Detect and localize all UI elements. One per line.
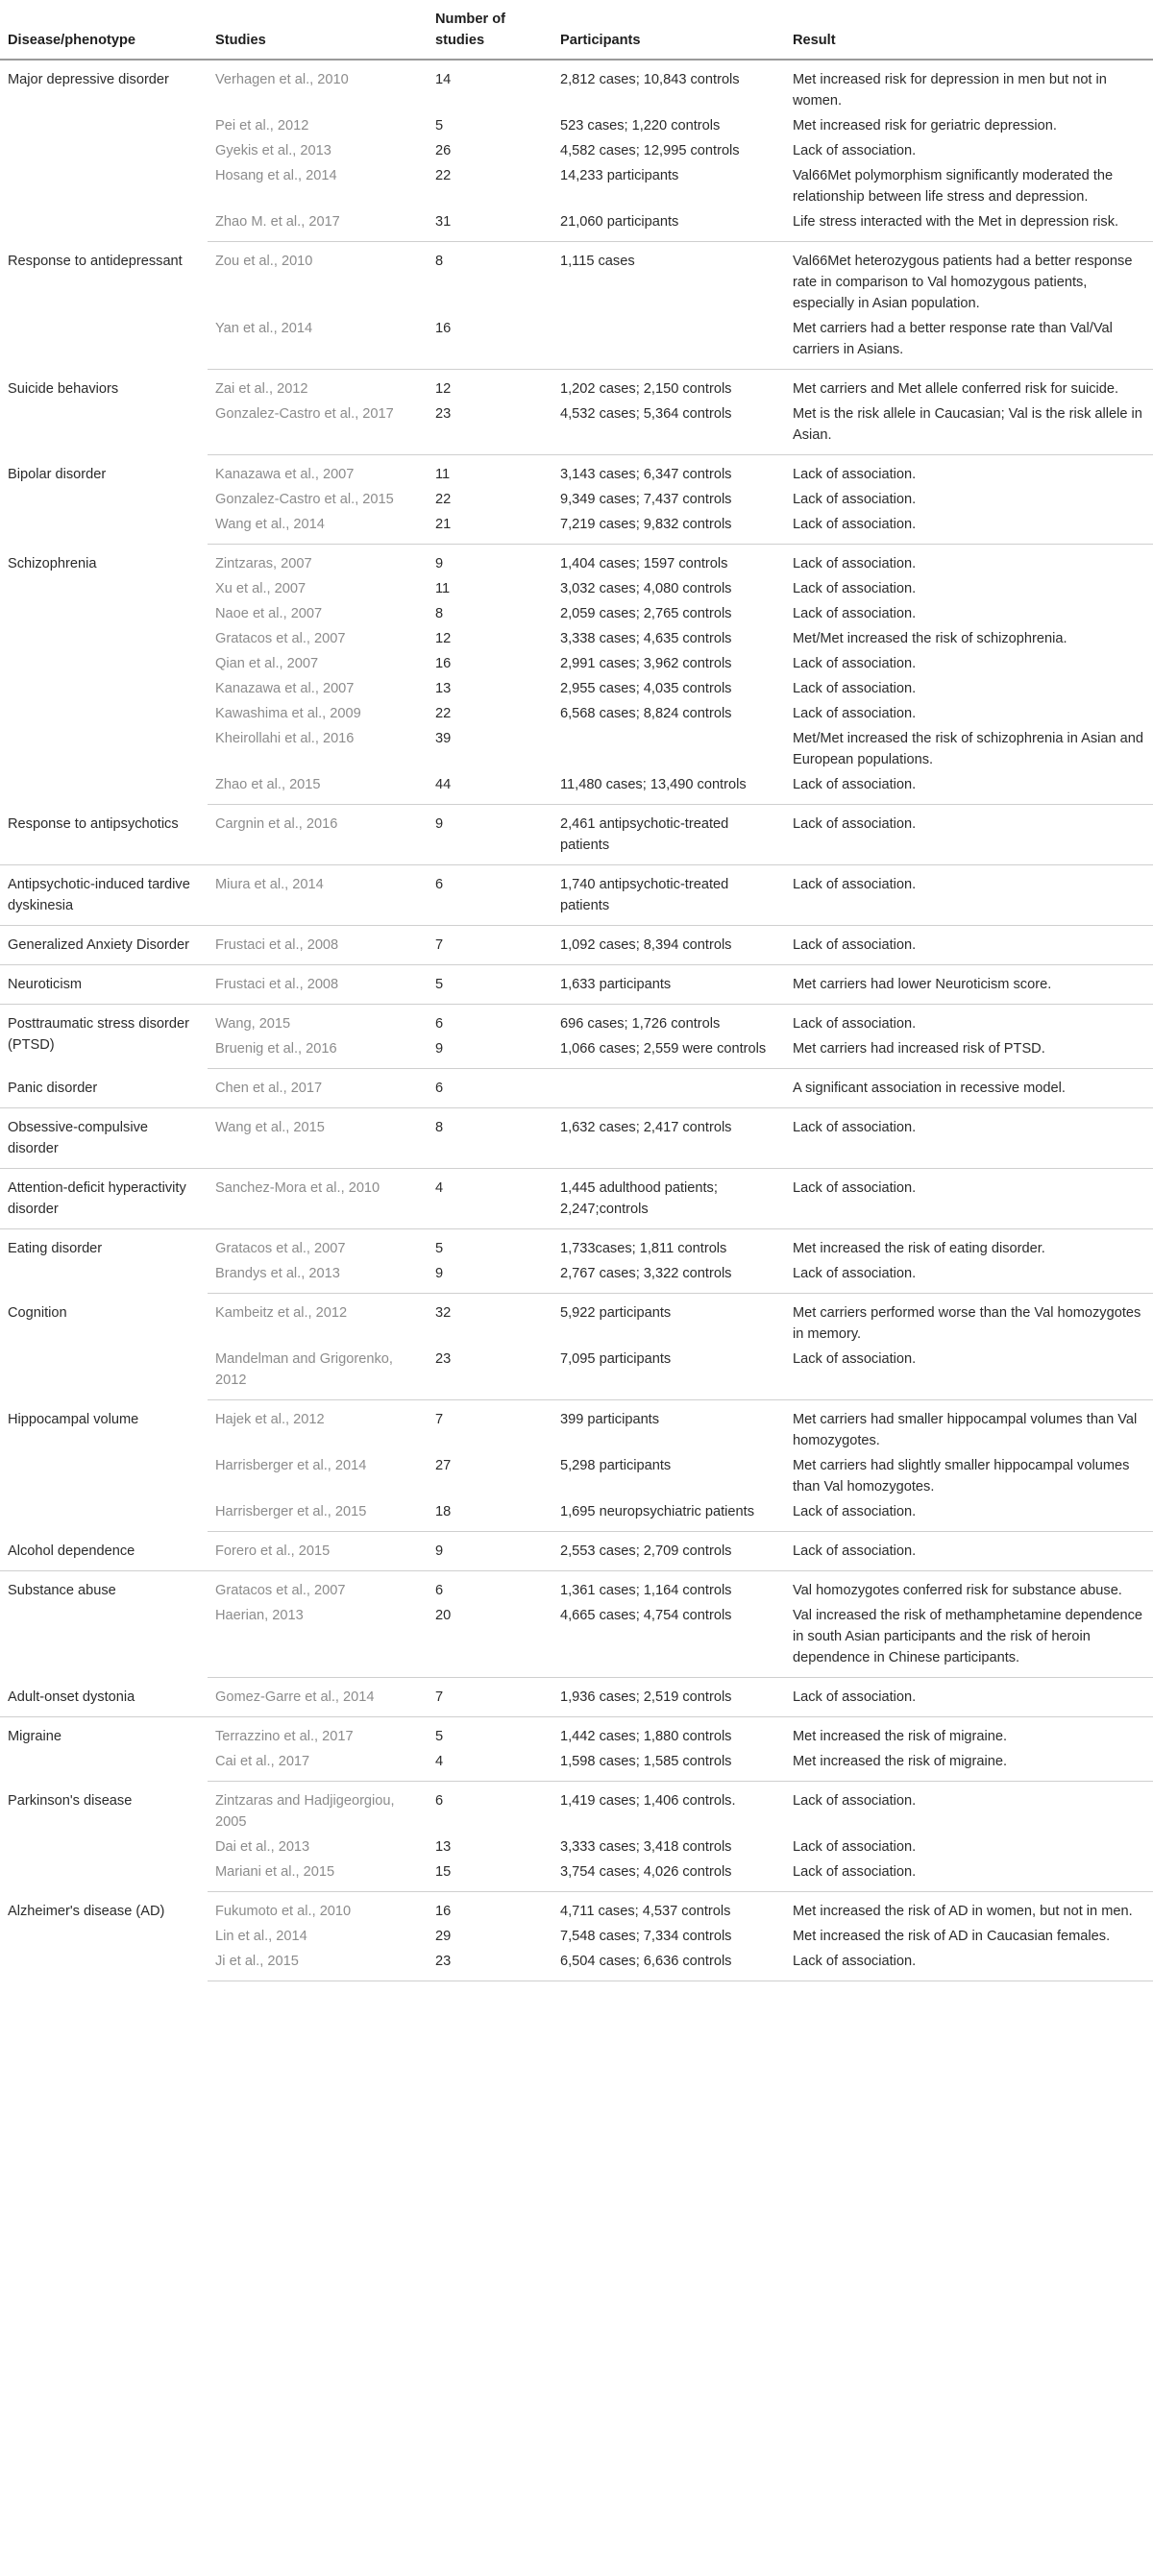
result-cell: Lack of association. — [793, 467, 917, 482]
study-cell: Kambeitz et al., 2012 — [215, 1305, 348, 1321]
result-cell: Met carriers and Met allele conferred risk for suicide. — [793, 381, 1119, 397]
disease-cell: Antipsychotic-induced tardive dyskinesia — [0, 865, 208, 926]
result-cell: Lack of association. — [785, 926, 1153, 965]
table-row — [0, 965, 1153, 1005]
study-cell: Qian et al., 2007 — [215, 656, 319, 671]
number-of-studies-cell: 9 — [428, 1532, 552, 1571]
table-row — [0, 1005, 1153, 1037]
disease-cell: Substance abuse — [8, 1583, 116, 1598]
number-of-studies-cell: 23 — [428, 401, 552, 455]
number-of-studies-cell: 9 — [428, 805, 552, 865]
participants-cell: 5,298 participants — [560, 1458, 672, 1473]
study-cell: Wang, 2015 — [215, 1016, 291, 1032]
study-cell: Wang et al., 2014 — [208, 512, 428, 545]
participants-cell: 1,633 participants — [552, 965, 785, 1005]
disease-cell: Panic disorder — [0, 1069, 208, 1108]
participants-cell: 4,665 cases; 4,754 controls — [552, 1603, 785, 1678]
result-cell: Lack of association. — [793, 1793, 917, 1809]
result-cell: Lack of association. — [793, 581, 917, 596]
number-of-studies-cell: 4 — [428, 1169, 552, 1229]
result-cell: Lack of association. — [785, 1261, 1153, 1294]
result-cell: Val66Met heterozygous patients had a better response rate in comparison to Val homozygous patients, especially in Asian population. — [793, 254, 1133, 311]
number-of-studies-cell: 29 — [435, 1929, 452, 1944]
number-of-studies-cell: 22 — [435, 492, 452, 507]
disease-cell: Attention-deficit hyperactivity disorder — [0, 1169, 208, 1229]
number-of-studies-cell: 8 — [428, 1108, 552, 1169]
study-cell: Brandys et al., 2013 — [208, 1261, 428, 1294]
table-row — [0, 60, 1153, 113]
result-cell: Lack of association. — [793, 1016, 917, 1032]
table-header — [0, 0, 1153, 60]
participants-cell: 1,066 cases; 2,559 were controls — [552, 1036, 785, 1069]
participants-cell: 696 cases; 1,726 controls — [560, 1016, 721, 1032]
study-cell: Gomez-Garre et al., 2014 — [208, 1678, 428, 1717]
participants-cell: 7,219 cases; 9,832 controls — [552, 512, 785, 545]
number-of-studies-cell: 16 — [428, 316, 552, 370]
table-row — [0, 1069, 1153, 1108]
result-cell: Met carriers had a better response rate than Val/Val carriers in Asians. — [785, 316, 1153, 370]
number-of-studies-cell: 16 — [435, 1904, 452, 1919]
number-of-studies-cell: 12 — [435, 381, 452, 397]
study-cell: Gratacos et al., 2007 — [215, 631, 346, 646]
table-row — [0, 1717, 1153, 1750]
participants-cell: 1,632 cases; 2,417 controls — [552, 1108, 785, 1169]
number-of-studies-cell: 11 — [435, 581, 451, 596]
disease-cell: Cognition — [8, 1304, 67, 1321]
participants-cell: 1,202 cases; 2,150 controls — [560, 381, 732, 397]
table-row — [0, 1169, 1153, 1229]
disease-cell: Response to antidepressant — [8, 253, 183, 269]
result-cell: Met increased the risk of eating disorder. — [793, 1241, 1045, 1256]
study-cell: Hosang et al., 2014 — [215, 168, 337, 183]
result-cell: Met carriers had lower Neuroticism score. — [785, 965, 1153, 1005]
participants-cell: 7,095 participants — [552, 1347, 785, 1400]
participants-cell: 2,991 cases; 3,962 controls — [560, 656, 732, 671]
number-of-studies-cell: 5 — [435, 118, 444, 134]
result-cell: Lack of association. — [793, 606, 917, 621]
result-cell: Lack of association. — [793, 706, 917, 721]
result-cell: Lack of association. — [785, 1108, 1153, 1169]
table-row — [0, 1532, 1153, 1571]
disease-cell: Bipolar disorder — [8, 466, 107, 482]
participants-cell — [552, 1069, 785, 1108]
number-of-studies-cell: 5 — [435, 1241, 444, 1256]
number-of-studies-cell: 12 — [435, 631, 452, 646]
result-cell: Lack of association. — [785, 865, 1153, 926]
participants-cell: 2,767 cases; 3,322 controls — [552, 1261, 785, 1294]
study-cell: Zintzaras, 2007 — [215, 556, 312, 571]
result-cell: Met carriers performed worse than the Val homozygotes in memory. — [793, 1305, 1141, 1342]
table-row — [0, 1571, 1153, 1604]
number-of-studies-cell: 9 — [435, 556, 444, 571]
number-of-studies-cell: 31 — [428, 209, 552, 242]
study-cell: Miura et al., 2014 — [208, 865, 428, 926]
participants-cell: 9,349 cases; 7,437 controls — [560, 492, 732, 507]
study-cell: Mandelman and Grigorenko, 2012 — [208, 1347, 428, 1400]
study-cell: Sanchez-Mora et al., 2010 — [208, 1169, 428, 1229]
number-of-studies-cell: 14 — [435, 72, 452, 87]
study-cell: Naoe et al., 2007 — [215, 606, 323, 621]
table-row — [0, 455, 1153, 488]
result-cell: Val increased the risk of methamphetamine dependence in south Asian participants and the risk of heroin dependence in Chinese participants. — [785, 1603, 1153, 1678]
number-of-studies-cell: 21 — [428, 512, 552, 545]
result-cell: Met increased the risk of migraine. — [785, 1749, 1153, 1782]
participants-cell: 1,092 cases; 8,394 controls — [552, 926, 785, 965]
participants-cell: 1,936 cases; 2,519 controls — [552, 1678, 785, 1717]
table-row — [0, 805, 1153, 865]
participants-cell: 1,733cases; 1,811 controls — [560, 1241, 727, 1256]
disease-cell: Suicide behaviors — [8, 380, 119, 397]
participants-cell: 1,445 adulthood patients; 2,247;controls — [552, 1169, 785, 1229]
study-cell: Harrisberger et al., 2014 — [215, 1458, 367, 1473]
result-cell: Lack of association. — [785, 1499, 1153, 1532]
table-row — [0, 545, 1153, 577]
disease-cell: Response to antipsychotics — [0, 805, 208, 865]
result-cell: Lack of association. — [793, 556, 917, 571]
header-number-of-studies: Number of studies — [428, 0, 552, 60]
study-cell: Dai et al., 2013 — [215, 1839, 310, 1855]
number-of-studies-cell: 8 — [435, 254, 444, 269]
result-cell: Lack of association. — [785, 1859, 1153, 1892]
disease-cell: Adult-onset dystonia — [0, 1678, 208, 1717]
number-of-studies-cell: 13 — [435, 1839, 452, 1855]
study-cell: Pei et al., 2012 — [215, 118, 309, 134]
header-disease: Disease/phenotype — [0, 0, 208, 60]
study-cell: Zai et al., 2012 — [215, 381, 308, 397]
study-cell: Zou et al., 2010 — [215, 254, 313, 269]
study-cell: Bruenig et al., 2016 — [208, 1036, 428, 1069]
study-cell: Haerian, 2013 — [208, 1603, 428, 1678]
participants-cell — [552, 316, 785, 370]
table-row — [0, 1294, 1153, 1348]
result-cell: Lack of association. — [793, 143, 917, 158]
study-cell: Yan et al., 2014 — [208, 316, 428, 370]
disease-cell: Hippocampal volume — [8, 1411, 139, 1427]
number-of-studies-cell: 23 — [428, 1949, 552, 1981]
study-cell: Zintzaras and Hadjigeorgiou, 2005 — [215, 1793, 395, 1830]
participants-cell: 4,582 cases; 12,995 controls — [560, 143, 740, 158]
number-of-studies-cell: 8 — [435, 606, 444, 621]
table-row — [0, 1782, 1153, 1835]
disease-cell: Parkinson's disease — [8, 1792, 133, 1809]
header-studies: Studies — [208, 0, 428, 60]
participants-cell: 21,060 participants — [552, 209, 785, 242]
number-of-studies-cell: 6 — [435, 1793, 444, 1809]
participants-cell: 2,461 antipsychotic-treated patients — [552, 805, 785, 865]
result-cell: Lack of association. — [785, 512, 1153, 545]
result-cell: Met is the risk allele in Caucasian; Val is the risk allele in Asian. — [785, 401, 1153, 455]
number-of-studies-cell: 5 — [428, 965, 552, 1005]
study-cell: Gonzalez-Castro et al., 2017 — [208, 401, 428, 455]
result-cell: Met increased the risk of AD in Caucasian females. — [793, 1929, 1111, 1944]
participants-cell: 6,568 cases; 8,824 controls — [560, 706, 732, 721]
study-cell: Cai et al., 2017 — [208, 1749, 428, 1782]
study-cell: Terrazzino et al., 2017 — [215, 1729, 354, 1744]
table-body — [0, 60, 1153, 1981]
result-cell: Met increased the risk of migraine. — [793, 1729, 1008, 1744]
disease-cell: Migraine — [8, 1729, 61, 1744]
participants-cell — [552, 726, 785, 772]
study-cell: Kanazawa et al., 2007 — [215, 681, 355, 696]
disease-cell: Neuroticism — [0, 965, 208, 1005]
number-of-studies-cell: 9 — [428, 1261, 552, 1294]
study-cell: Zhao M. et al., 2017 — [208, 209, 428, 242]
study-cell: Zhao et al., 2015 — [208, 772, 428, 805]
disease-cell: Generalized Anxiety Disorder — [0, 926, 208, 965]
result-cell: Met carriers had smaller hippocampal volumes than Val homozygotes. — [793, 1412, 1138, 1448]
study-cell: Kawashima et al., 2009 — [215, 706, 361, 721]
result-cell: Met increased risk for geriatric depression. — [793, 118, 1057, 134]
study-cell: Hajek et al., 2012 — [215, 1412, 325, 1427]
study-cell: Kanazawa et al., 2007 — [215, 467, 355, 482]
result-cell: Val homozygotes conferred risk for substance abuse. — [793, 1583, 1122, 1598]
number-of-studies-cell: 6 — [428, 865, 552, 926]
participants-cell: 1,740 antipsychotic-treated patients — [552, 865, 785, 926]
table-row — [0, 1678, 1153, 1717]
participants-cell: 523 cases; 1,220 controls — [560, 118, 721, 134]
participants-cell: 2,955 cases; 4,035 controls — [560, 681, 732, 696]
participants-cell: 2,812 cases; 10,843 controls — [560, 72, 740, 87]
number-of-studies-cell: 18 — [428, 1499, 552, 1532]
participants-cell: 2,059 cases; 2,765 controls — [560, 606, 732, 621]
study-cell: Harrisberger et al., 2015 — [208, 1499, 428, 1532]
table-row — [0, 926, 1153, 965]
study-cell: Gonzalez-Castro et al., 2015 — [215, 492, 394, 507]
number-of-studies-cell: 13 — [435, 681, 452, 696]
result-cell: A significant association in recessive model. — [785, 1069, 1153, 1108]
result-cell: Lack of association. — [785, 1532, 1153, 1571]
result-cell: Met/Met increased the risk of schizophrenia in Asian and European populations. — [793, 731, 1144, 767]
number-of-studies-cell: 5 — [435, 1729, 444, 1744]
header-result: Result — [785, 0, 1153, 60]
number-of-studies-cell: 11 — [435, 467, 451, 482]
participants-cell: 1,361 cases; 1,164 controls — [560, 1583, 732, 1598]
study-cell: Chen et al., 2017 — [208, 1069, 428, 1108]
participants-cell: 399 participants — [560, 1412, 660, 1427]
participants-cell: 11,480 cases; 13,490 controls — [552, 772, 785, 805]
result-cell: Lack of association. — [785, 772, 1153, 805]
study-cell: Frustaci et al., 2008 — [208, 965, 428, 1005]
number-of-studies-cell: 7 — [435, 1412, 444, 1427]
number-of-studies-cell: 15 — [428, 1859, 552, 1892]
result-cell: Met carriers had increased risk of PTSD. — [785, 1036, 1153, 1069]
number-of-studies-cell: 4 — [428, 1749, 552, 1782]
number-of-studies-cell: 44 — [428, 772, 552, 805]
table-row — [0, 1892, 1153, 1925]
result-cell: Lack of association. — [793, 681, 917, 696]
header-participants: Participants — [552, 0, 785, 60]
table-row — [0, 1108, 1153, 1169]
number-of-studies-cell: 20 — [428, 1603, 552, 1678]
number-of-studies-cell: 16 — [435, 656, 452, 671]
participants-cell: 14,233 participants — [560, 168, 679, 183]
number-of-studies-cell: 27 — [435, 1458, 452, 1473]
study-cell: Forero et al., 2015 — [208, 1532, 428, 1571]
result-cell: Lack of association. — [785, 805, 1153, 865]
number-of-studies-cell: 7 — [428, 1678, 552, 1717]
disease-cell: Obsessive-compulsive disorder — [0, 1108, 208, 1169]
number-of-studies-cell: 6 — [428, 1069, 552, 1108]
study-cell: Lin et al., 2014 — [215, 1929, 307, 1944]
result-cell: Lack of association. — [793, 656, 917, 671]
participants-cell: 1,598 cases; 1,585 controls — [552, 1749, 785, 1782]
disease-cell: Eating disorder — [8, 1241, 103, 1256]
result-cell: Lack of association. — [785, 1347, 1153, 1400]
result-cell: Met increased the risk of AD in women, but not in men. — [793, 1904, 1133, 1919]
study-cell: Kheirollahi et al., 2016 — [215, 731, 355, 746]
participants-cell: 1,404 cases; 1597 controls — [560, 556, 728, 571]
number-of-studies-cell: 6 — [435, 1016, 444, 1032]
result-cell: Lack of association. — [785, 1949, 1153, 1981]
result-cell: Lack of association. — [793, 1839, 917, 1855]
study-cell: Verhagen et al., 2010 — [215, 72, 349, 87]
number-of-studies-cell: 6 — [435, 1583, 444, 1598]
result-cell: Lack of association. — [785, 1678, 1153, 1717]
number-of-studies-cell: 7 — [428, 926, 552, 965]
study-cell: Wang et al., 2015 — [208, 1108, 428, 1169]
number-of-studies-cell: 23 — [428, 1347, 552, 1400]
participants-cell: 1,419 cases; 1,406 controls. — [560, 1793, 736, 1809]
participants-cell: 1,115 cases — [560, 254, 635, 269]
participants-cell: 1,442 cases; 1,880 controls — [560, 1729, 732, 1744]
table-row — [0, 1229, 1153, 1262]
result-cell: Met carriers had slightly smaller hippocampal volumes than Val homozygotes. — [793, 1458, 1130, 1495]
disease-cell: Alzheimer's disease (AD) — [8, 1903, 165, 1919]
number-of-studies-cell: 9 — [428, 1036, 552, 1069]
result-cell: Val66Met polymorphism significantly moderated the relationship between life stress and depression. — [793, 168, 1114, 205]
participants-cell: 4,532 cases; 5,364 controls — [552, 401, 785, 455]
disease-cell: Alcohol dependence — [0, 1532, 208, 1571]
participants-cell: 7,548 cases; 7,334 controls — [560, 1929, 732, 1944]
table-row — [0, 1400, 1153, 1454]
result-cell: Lack of association. — [785, 1169, 1153, 1229]
number-of-studies-cell: 22 — [435, 168, 452, 183]
participants-cell: 6,504 cases; 6,636 controls — [552, 1949, 785, 1981]
participants-cell: 3,143 cases; 6,347 controls — [560, 467, 732, 482]
number-of-studies-cell: 22 — [435, 706, 452, 721]
result-cell: Lack of association. — [793, 492, 917, 507]
study-cell: Gratacos et al., 2007 — [215, 1583, 346, 1598]
study-cell: Gyekis et al., 2013 — [215, 143, 331, 158]
disease-cell: Major depressive disorder — [8, 72, 169, 87]
study-cell: Fukumoto et al., 2010 — [215, 1904, 352, 1919]
participants-cell: 4,711 cases; 4,537 controls — [560, 1904, 731, 1919]
disease-cell: Posttraumatic stress disorder (PTSD) — [8, 1016, 189, 1053]
result-cell: Life stress interacted with the Met in depression risk. — [785, 209, 1153, 242]
study-cell: Ji et al., 2015 — [208, 1949, 428, 1981]
table-row — [0, 865, 1153, 926]
participants-cell: 2,553 cases; 2,709 controls — [552, 1532, 785, 1571]
study-cell: Xu et al., 2007 — [215, 581, 307, 596]
participants-cell: 3,338 cases; 4,635 controls — [560, 631, 732, 646]
disease-cell: Schizophrenia — [8, 555, 97, 571]
participants-cell: 3,333 cases; 3,418 controls — [560, 1839, 732, 1855]
study-cell: Frustaci et al., 2008 — [208, 926, 428, 965]
study-cell: Cargnin et al., 2016 — [208, 805, 428, 865]
table-row — [0, 370, 1153, 402]
number-of-studies-cell: 26 — [435, 143, 452, 158]
result-cell: Met/Met increased the risk of schizophrenia. — [793, 631, 1067, 646]
participants-cell: 1,695 neuropsychiatric patients — [552, 1499, 785, 1532]
table-row — [0, 242, 1153, 317]
participants-cell: 3,754 cases; 4,026 controls — [552, 1859, 785, 1892]
number-of-studies-cell: 32 — [435, 1305, 452, 1321]
result-cell: Met increased risk for depression in men but not in women. — [793, 72, 1107, 109]
study-cell: Mariani et al., 2015 — [208, 1859, 428, 1892]
participants-cell: 5,922 participants — [560, 1305, 672, 1321]
participants-cell: 3,032 cases; 4,080 controls — [560, 581, 732, 596]
study-cell: Gratacos et al., 2007 — [215, 1241, 346, 1256]
number-of-studies-cell: 39 — [435, 731, 452, 746]
